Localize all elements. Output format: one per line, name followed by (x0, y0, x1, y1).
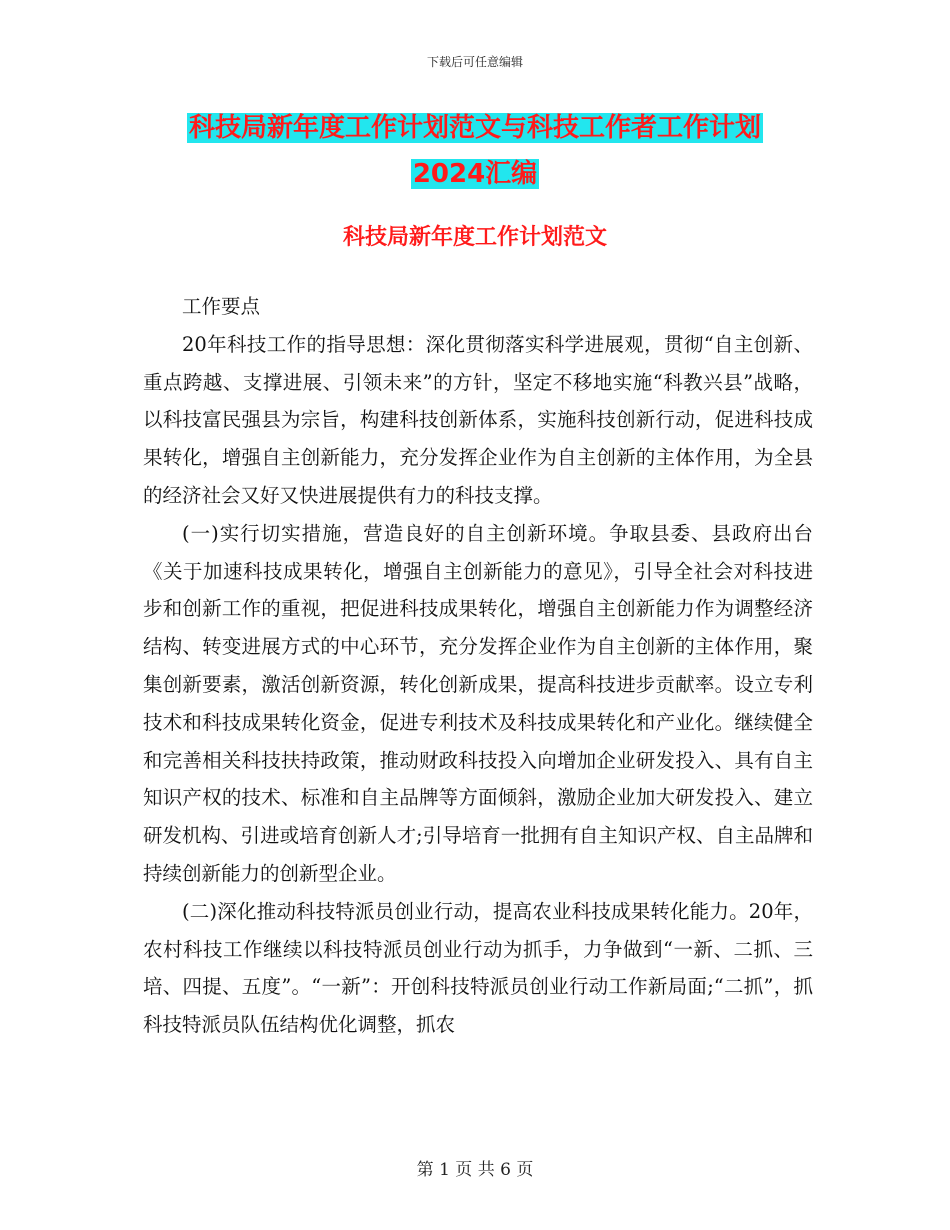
paragraph-heading: 工作要点 (182, 295, 261, 318)
header-note: 下载后可任意编辑 (426, 55, 523, 69)
paragraph-item-2: (二)深化推动科技特派员创业行动，提高农业科技成果转化能力。20年，农村科技工作继续以科技特派员创业行动为抓手，力争做到“一新、二抓、三培、四提、五度”。“一新”：开创科技特派员创业行动工作新局面;“二抓”，抓科技特派员队伍结构优化调整，抓农 (143, 899, 813, 1037)
title-highlight-1: 科技局新年度工作计划范文与科技工作者工作计划 (188, 113, 761, 143)
paragraph-guiding-thought: 20年科技工作的指导思想：深化贯彻落实科学进展观，贯彻“自主创新、重点跨越、支撑进展、引领未来”的方针，坚定不移地实施“科教兴县”战略，以科技富民强县为宗旨，构建科技创新体系，实施科技创新行动，促进科技成果转化，增强自主创新能力，充分发挥企业作为自主创新的主体作用，为全县的经济社会又好又快进展提供有力的科技支撑。 (143, 332, 813, 507)
title-highlight-2: 2024汇编 (412, 159, 538, 189)
document-title-line1 (0, 110, 950, 146)
paragraph-item-1: (一)实行切实措施，营造良好的自主创新环境。争取县委、县政府出台《关于加速科技成果转化，增强自主创新能力的意见》，引导全社会对科技进步和创新工作的重视，把促进科技成果转化，增强自主创新能力作为调整经济结构、转变进展方式的中心环节，充分发挥企业作为自主创新的主体作用，聚集创新要素，激活创新资源，转化创新成果，提高科技进步贡献率。设立专利技术和科技成果转化资金，促进专利技术及科技成果转化和产业化。继续健全和完善相关科技扶持政策，推动财政科技投入向增加企业研发投入、具有自主知识产权的技术、标准和自主品牌等方面倾斜，激励企业加大研发投入、建立研发机构、引进或培育创新人才;引导培育一批拥有自主知识产权、自主品牌和持续创新能力的创新型企业。 (143, 521, 813, 885)
section-title: 科技局新年度工作计划范文 (342, 225, 607, 250)
document-title-line2 (0, 156, 950, 192)
document-body (143, 288, 813, 1044)
page-number: 第 1 页 共 6 页 (416, 1160, 534, 1180)
